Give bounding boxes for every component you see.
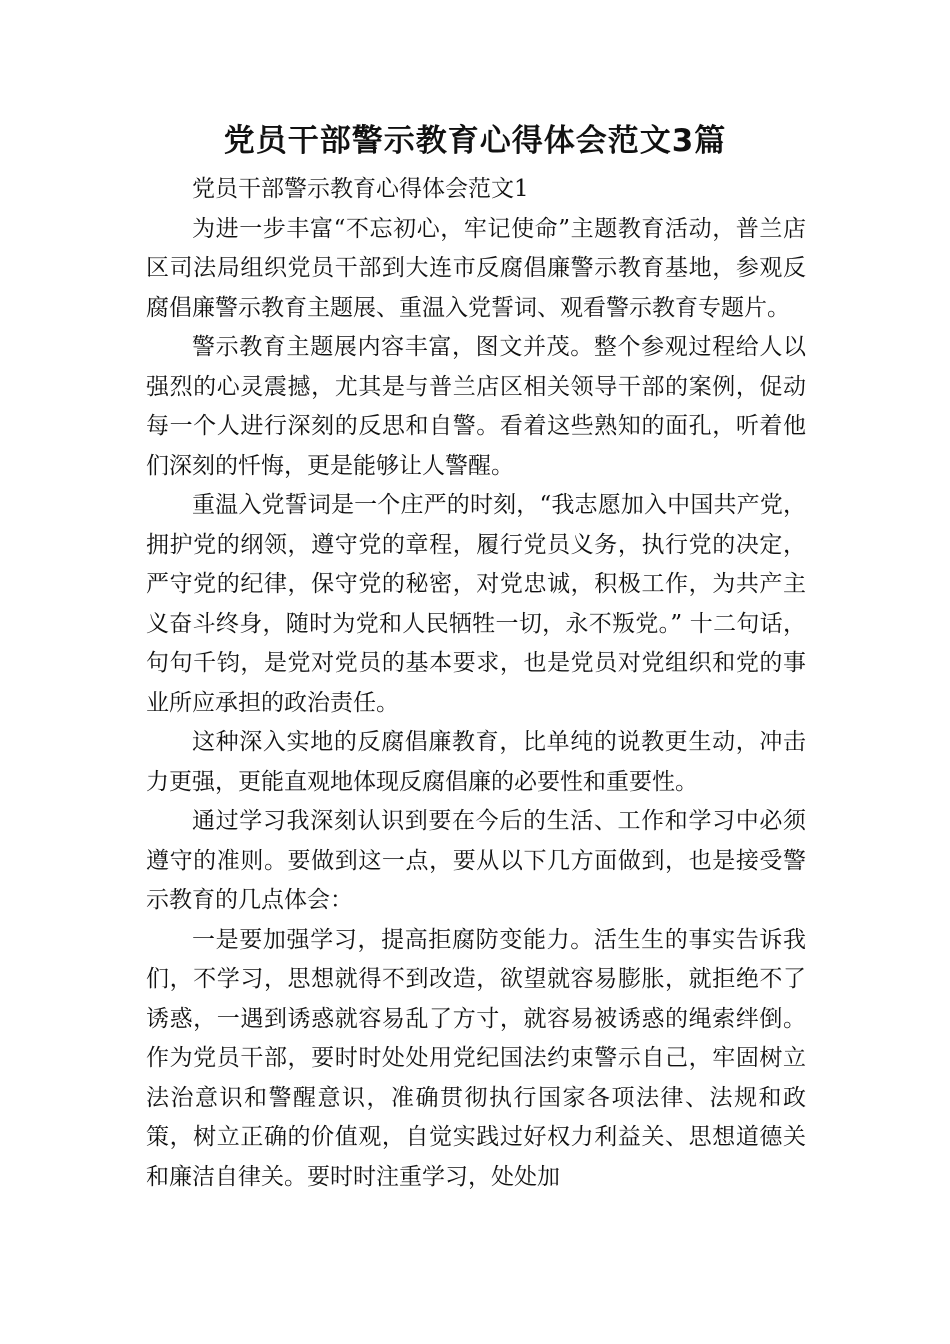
- section-subtitle: 党员干部警示教育心得体会范文1: [192, 176, 529, 202]
- document-body: [146, 170, 806, 1197]
- body-paragraph: 一是要加强学习，提高拒腐防变能力。活生生的事实告诉我们，不学习，思想就得不到改造，欲望就容易膨胀，就拒绝不了诱惑，一遇到诱惑就容易乱了方寸，就容易被诱惑的绳索绊倒。作为党员干部，要时时处处用党纪国法约束警示自己，牢固树立法治意识和警醒意识，准确贯彻执行国家各项法律、法规和政策，树立正确的价值观，自觉实践过好权力利益关、思想道德关和廉洁自律关。要时时注重学习，处处加: [146, 926, 806, 1190]
- body-paragraph: 这种深入实地的反腐倡廉教育，比单纯的说教更生动，冲击力更强，更能直观地体现反腐倡廉的必要性和重要性。: [146, 729, 806, 795]
- document-title: 党员干部警示教育心得体会范文3篇: [223, 123, 727, 159]
- body-paragraph: 重温入党誓词是一个庄严的时刻，“我志愿加入中国共产党，拥护党的纲领，遵守党的章程，履行党员义务，执行党的决定，严守党的纪律，保守党的秘密，对党忠诚，积极工作，为共产主义奋斗终身，随时为党和人民牺牲一切，永不叛党。” 十二句话，句句千钧，是党对党员的基本要求，也是党员对党组织和党的事业所应承担的政治责任。: [146, 492, 806, 716]
- body-paragraph: 通过学习我深刻认识到要在今后的生活、工作和学习中必须遵守的准则。要做到这一点，要从以下几方面做到，也是接受警示教育的几点体会：: [146, 808, 806, 913]
- body-paragraph: 警示教育主题展内容丰富，图文并茂。整个参观过程给人以强烈的心灵震撼，尤其是与普兰店区相关领导干部的案例，促动每一个人进行深刻的反思和自警。看着这些熟知的面孔，听着他们深刻的忏悔，更是能够让人警醒。: [146, 334, 806, 479]
- body-paragraph: 为进一步丰富“不忘初心，牢记使命”主题教育活动，普兰店区司法局组织党员干部到大连市反腐倡廉警示教育基地，参观反腐倡廉警示教育主题展、重温入党誓词、观看警示教育专题片。: [146, 215, 806, 321]
